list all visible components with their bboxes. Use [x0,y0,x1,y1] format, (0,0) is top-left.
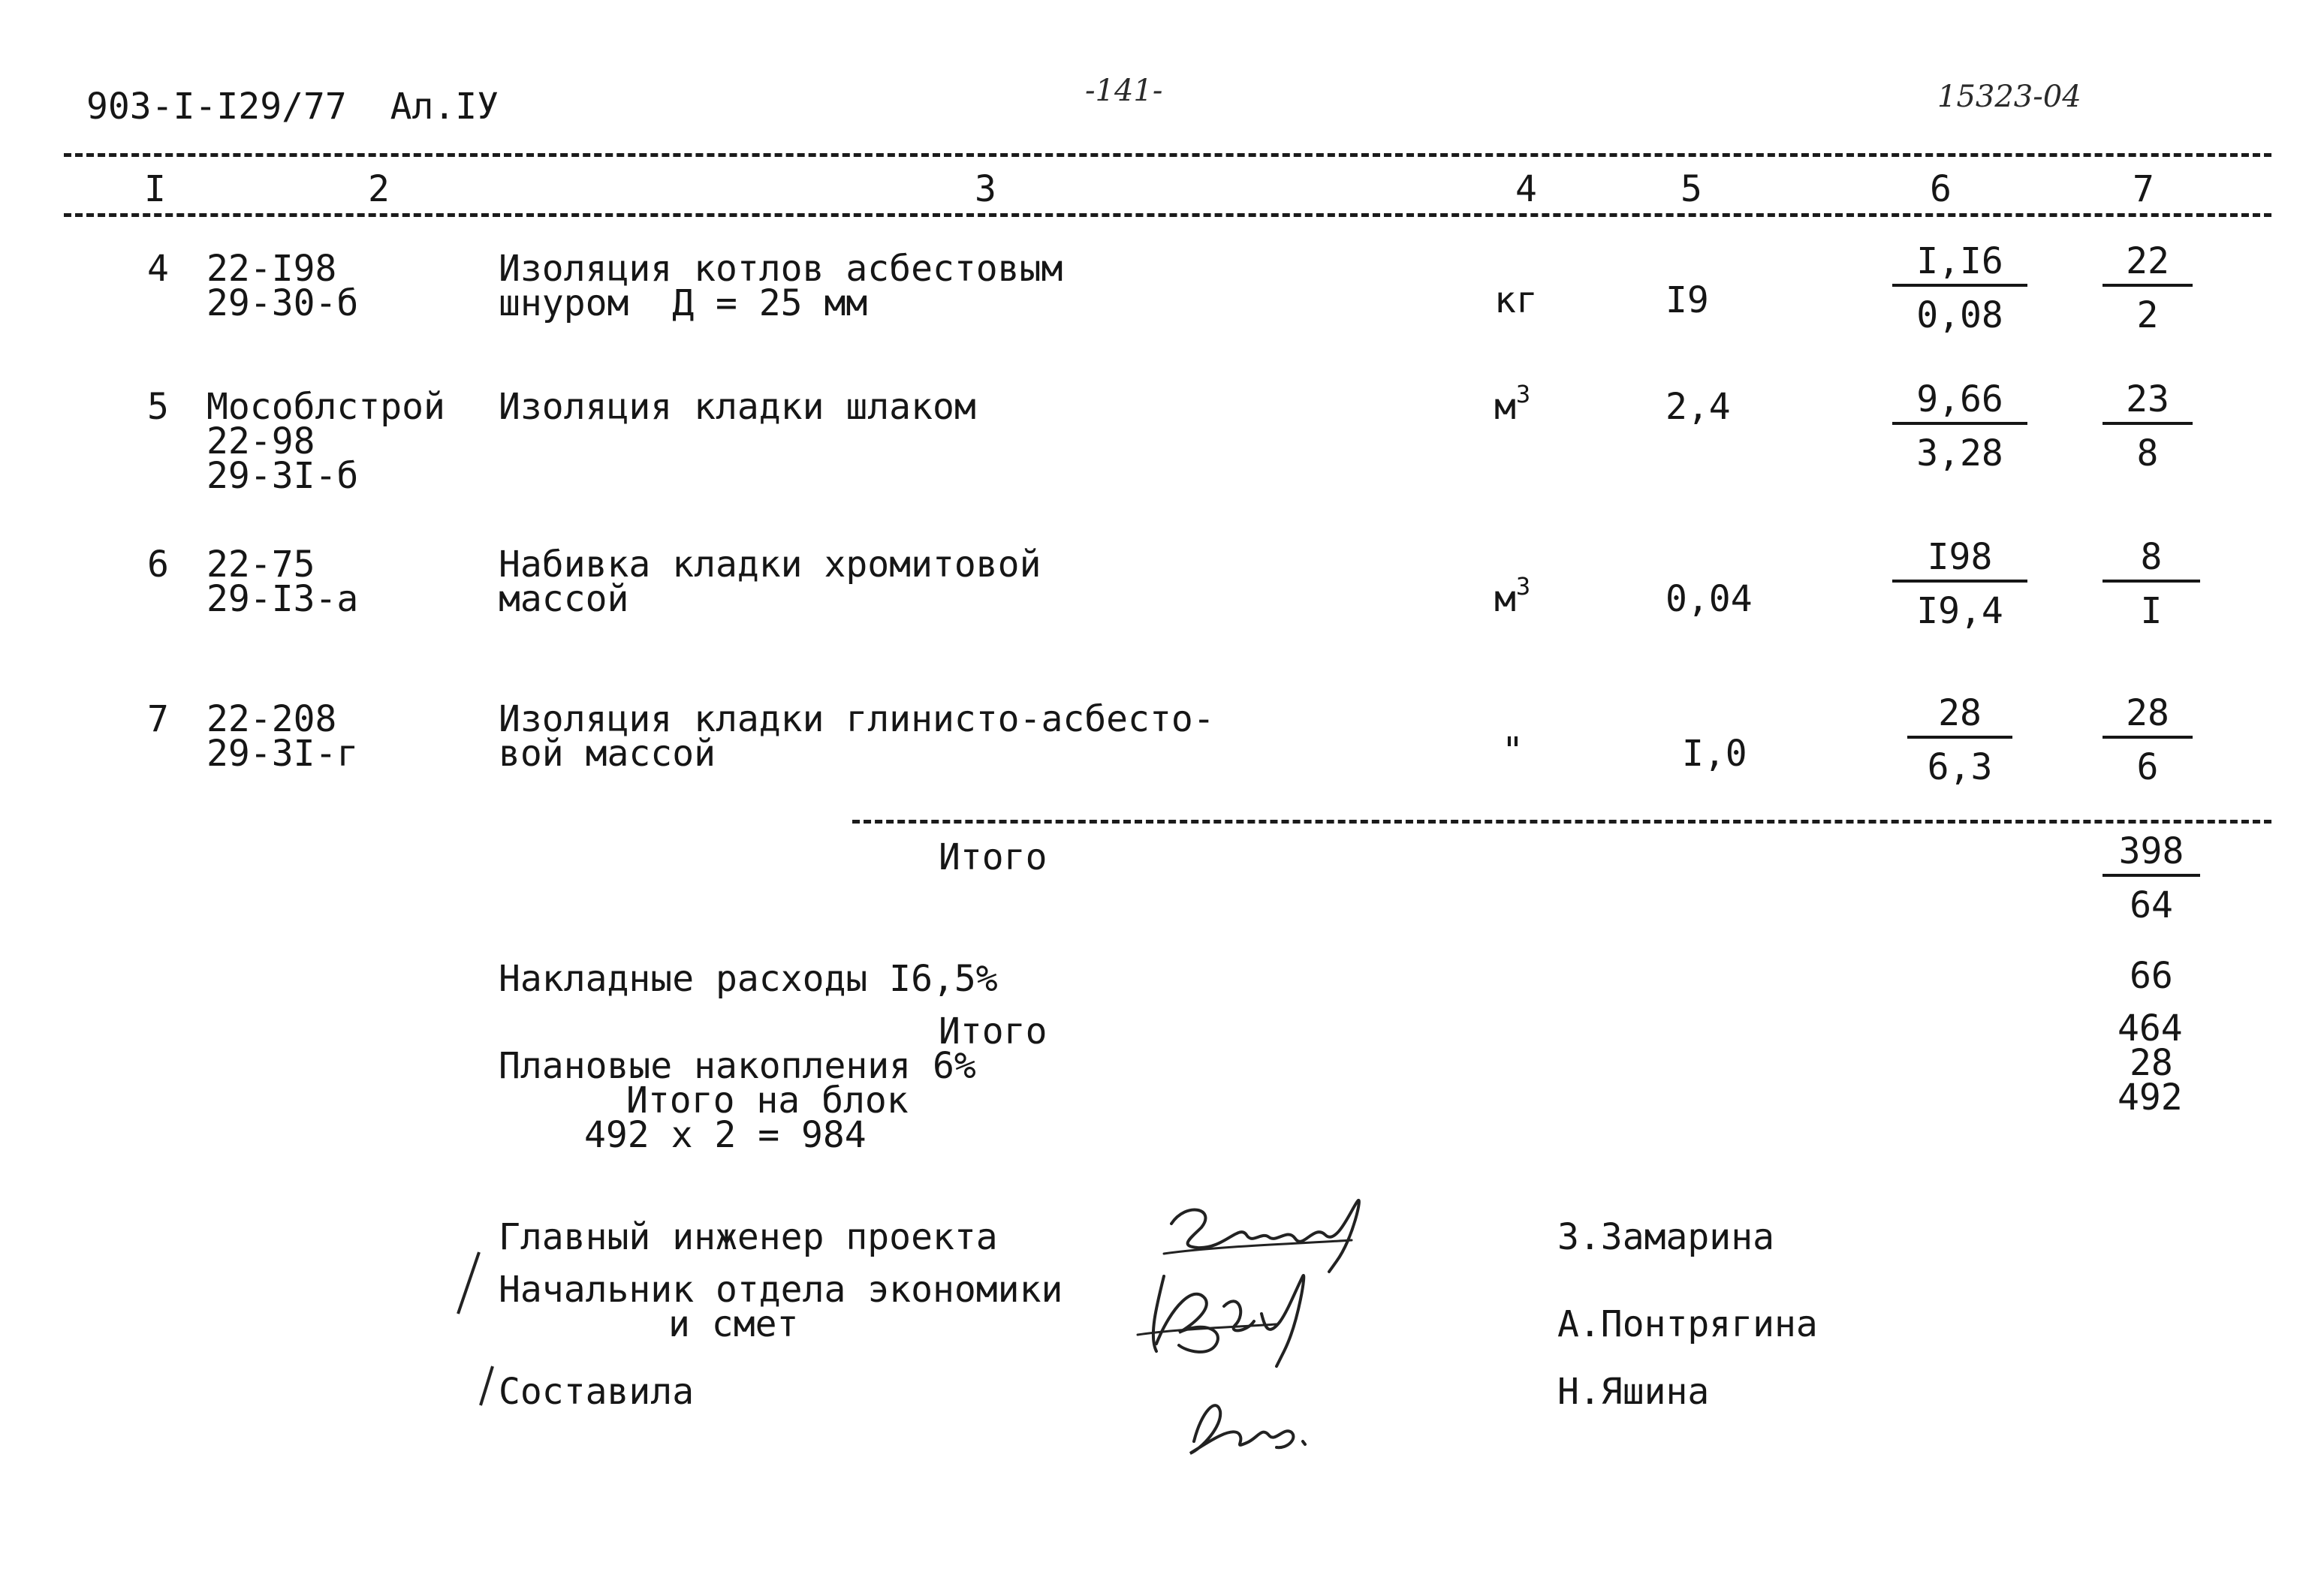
signature-name: А.Понтрягина [1557,1303,1818,1345]
itogo-total-bottom: 64 [2130,884,2173,926]
row-total [2103,692,2193,788]
row-number: 4 [147,248,169,290]
row-code-line: Мособлстрой [206,386,445,428]
slash-mark [475,1363,497,1408]
column-header-4: 4 [1515,168,1537,210]
itogo2-label: Итого [939,1010,1047,1052]
overhead-value: 66 [2130,955,2173,997]
row-unit-price [1892,378,2027,474]
header-top-rule [64,153,2271,157]
row-unit-price-top: I,I6 [1892,243,2027,287]
row-unit-price-bottom: 6,3 [1927,746,1993,788]
document-code: 903-I-I29/77 Ал.IУ [86,86,499,128]
column-header-3: 3 [975,168,996,210]
itogo-total-top: 398 [2103,833,2200,877]
row-description-line: Изоляция котлов асбестовым [499,248,1063,290]
row-total-top: 28 [2103,695,2193,739]
row-unit-price-top: 28 [1907,695,2012,739]
signature-role: Начальник отдела экономики [499,1269,1063,1311]
row-unit-price-top: 9,66 [1892,381,2027,425]
header-bottom-rule [64,213,2271,217]
summary-rule [852,820,2271,824]
row-total [2103,536,2200,632]
row-code-line: 22-98 [206,420,315,462]
row-unit-price-bottom: I9,4 [1916,590,2003,632]
column-header-6: 6 [1930,168,1952,210]
row-unit-price [1907,692,2012,788]
row-code-line: 29-3I-б [206,455,359,497]
block-value: 492 [2118,1077,2183,1119]
row-total-bottom: I [2140,590,2163,632]
planned-value: 28 [2130,1042,2173,1084]
row-number: 5 [147,386,169,428]
block-label: Итого на блок [626,1080,909,1122]
row-unit-price-bottom: 0,08 [1916,294,2003,336]
row-unit: $м^3$ [1494,572,1531,620]
row-total-bottom: 6 [2136,746,2159,788]
block-calculation: 492 х 2 = 984 [584,1114,867,1156]
row-code-line: 22-208 [206,698,337,740]
row-unit-price [1892,536,2027,632]
row-quantity: I9 [1665,279,1709,321]
row-number: 6 [147,544,169,586]
overhead-label: Накладные расходы I6,5% [499,958,998,1000]
row-quantity: 2,4 [1665,386,1731,428]
row-quantity: I,0 [1682,733,1747,775]
row-total-top: 8 [2103,539,2200,583]
slash-mark [454,1249,484,1317]
page-number: -141- [1085,74,1163,108]
signature-name: Н.Яшина [1557,1371,1710,1413]
row-code-line: 29-30-б [206,282,359,324]
row-total-top: 22 [2103,243,2193,287]
column-header-2: 2 [368,168,390,210]
row-unit: $м^3$ [1494,380,1531,428]
column-header-5: 5 [1681,168,1702,210]
row-description-line: шнуром Д = 25 мм [499,282,868,324]
row-unit-price-top: I98 [1892,539,2027,583]
row-total-top: 23 [2103,381,2193,425]
row-description-line: Изоляция кладки шлаком [499,386,976,428]
row-number: 7 [147,698,169,740]
column-header-7: 7 [2133,168,2154,210]
signature-role: Главный инженер проекта [499,1216,998,1258]
row-description-line: массой [499,578,629,620]
row-code-line: 29-3I-г [206,733,359,775]
row-description-line: Набивка кладки хромитовой [499,544,1041,586]
itogo-total [2103,830,2200,926]
row-quantity: 0,04 [1665,578,1753,620]
handwritten-signature [1179,1389,1329,1464]
row-total-bottom: 8 [2136,432,2159,474]
row-code-line: 22-75 [206,544,315,586]
row-unit: " [1502,730,1524,772]
itogo2-value: 464 [2118,1007,2183,1049]
signature-role: Составила [499,1371,695,1413]
row-unit-price [1892,240,2027,336]
row-total [2103,240,2193,336]
column-header-1: I [144,168,166,210]
row-total [2103,378,2193,474]
row-description-line: вой массой [499,733,716,775]
itogo-label: Итого [939,836,1047,878]
planned-label: Плановые накопления 6% [499,1045,976,1087]
row-description-line: Изоляция кладки глинисто-асбесто- [499,698,1215,740]
row-code-line: 22-I98 [206,248,337,290]
archive-number: 15323-04 [1937,80,2081,114]
signature-name: З.Замарина [1557,1216,1774,1258]
signature-role: и смет [668,1303,799,1345]
row-code-line: 29-I3-а [206,578,359,620]
handwritten-signature [1134,1261,1344,1374]
row-total-bottom: 2 [2136,294,2159,336]
row-unit-price-bottom: 3,28 [1916,432,2003,474]
row-unit: кг [1494,279,1538,321]
